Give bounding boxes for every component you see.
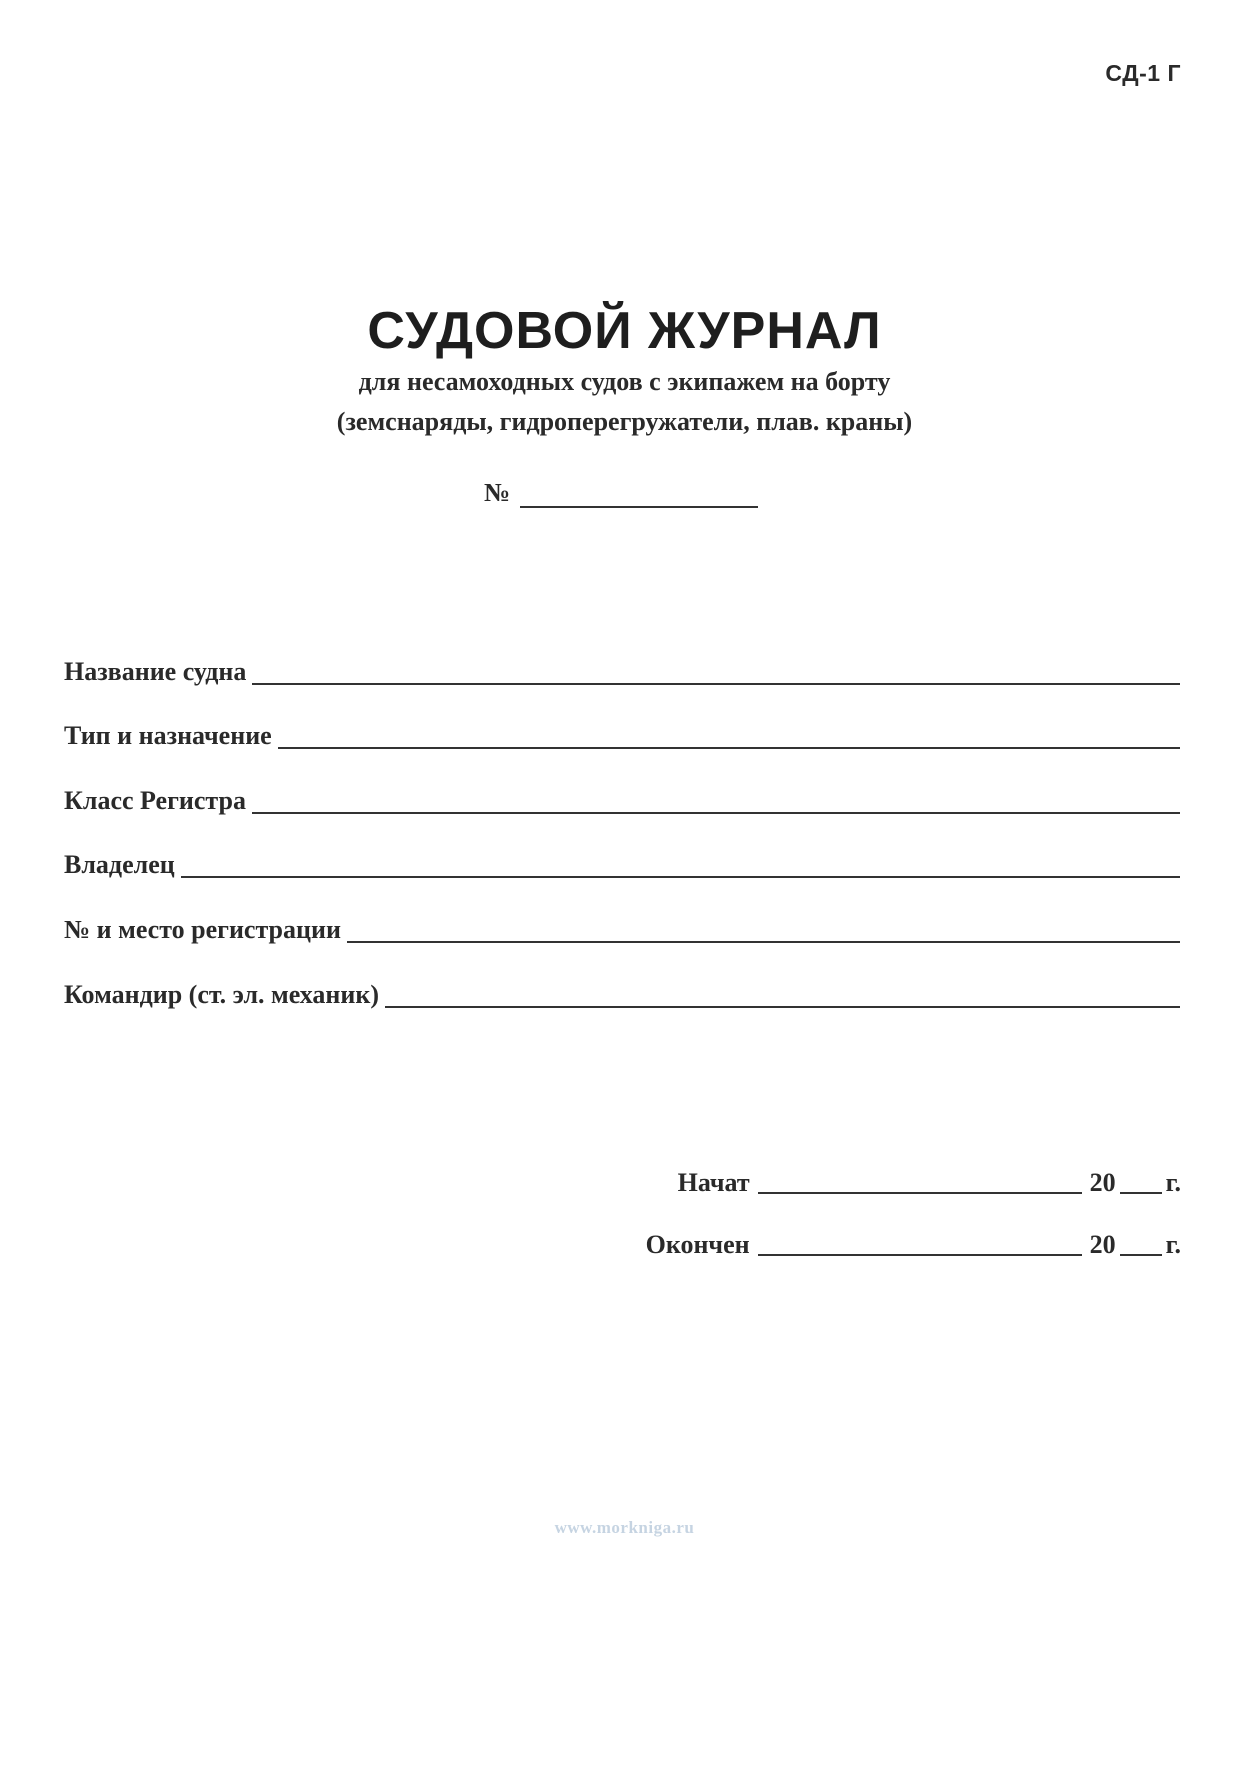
commander-blank[interactable] [385, 982, 1180, 1008]
end-date-blank[interactable] [758, 1230, 1082, 1256]
start-date-blank[interactable] [758, 1168, 1082, 1194]
year-suffix: г. [1165, 1168, 1181, 1197]
end-date-label: Окончен [645, 1230, 750, 1259]
form-code: СД-1 Г [1105, 60, 1181, 86]
field-register-class [64, 751, 1180, 816]
field-registration [64, 880, 1180, 945]
type-purpose-blank[interactable] [278, 723, 1180, 749]
start-year-blank[interactable] [1120, 1168, 1162, 1194]
start-date-row [621, 1136, 1181, 1198]
field-label: Командир (ст. эл. механик) [64, 979, 380, 1009]
journal-dates [621, 1136, 1181, 1260]
field-commander [64, 945, 1180, 1010]
start-date-label: Начат [677, 1168, 750, 1197]
register-class-blank[interactable] [252, 788, 1180, 814]
journal-number-row [484, 478, 758, 508]
journal-subtitle-line-2: (земснаряды, гидроперегружатели, плав. краны) [336, 407, 913, 436]
field-label: Название судна [64, 656, 247, 686]
field-label: Тип и назначение [64, 721, 272, 751]
watermark: www.morkniga.ru [554, 1518, 695, 1537]
journal-subtitle-line-1: для несамоходных судов с экипажем на борту [358, 367, 891, 396]
field-label: Класс Регистра [64, 785, 246, 815]
journal-title: СУДОВОЙ ЖУРНАЛ [367, 302, 882, 360]
year-prefix: 20 [1089, 1230, 1116, 1259]
field-owner [64, 816, 1180, 881]
field-label: Владелец [64, 850, 175, 880]
vessel-name-blank[interactable] [252, 659, 1180, 685]
year-prefix: 20 [1089, 1168, 1116, 1197]
number-sign-label: № [484, 478, 511, 507]
registration-blank[interactable] [347, 917, 1180, 943]
field-label: № и место регистрации [64, 914, 341, 944]
journal-header [0, 300, 1249, 442]
field-type-purpose [64, 687, 1180, 752]
year-suffix: г. [1165, 1230, 1181, 1259]
field-vessel-name [64, 622, 1180, 687]
journal-number-blank[interactable] [520, 478, 758, 508]
end-year-blank[interactable] [1120, 1230, 1162, 1256]
end-date-row [621, 1198, 1181, 1260]
owner-blank[interactable] [181, 852, 1180, 878]
vessel-info-fields [64, 622, 1180, 1010]
